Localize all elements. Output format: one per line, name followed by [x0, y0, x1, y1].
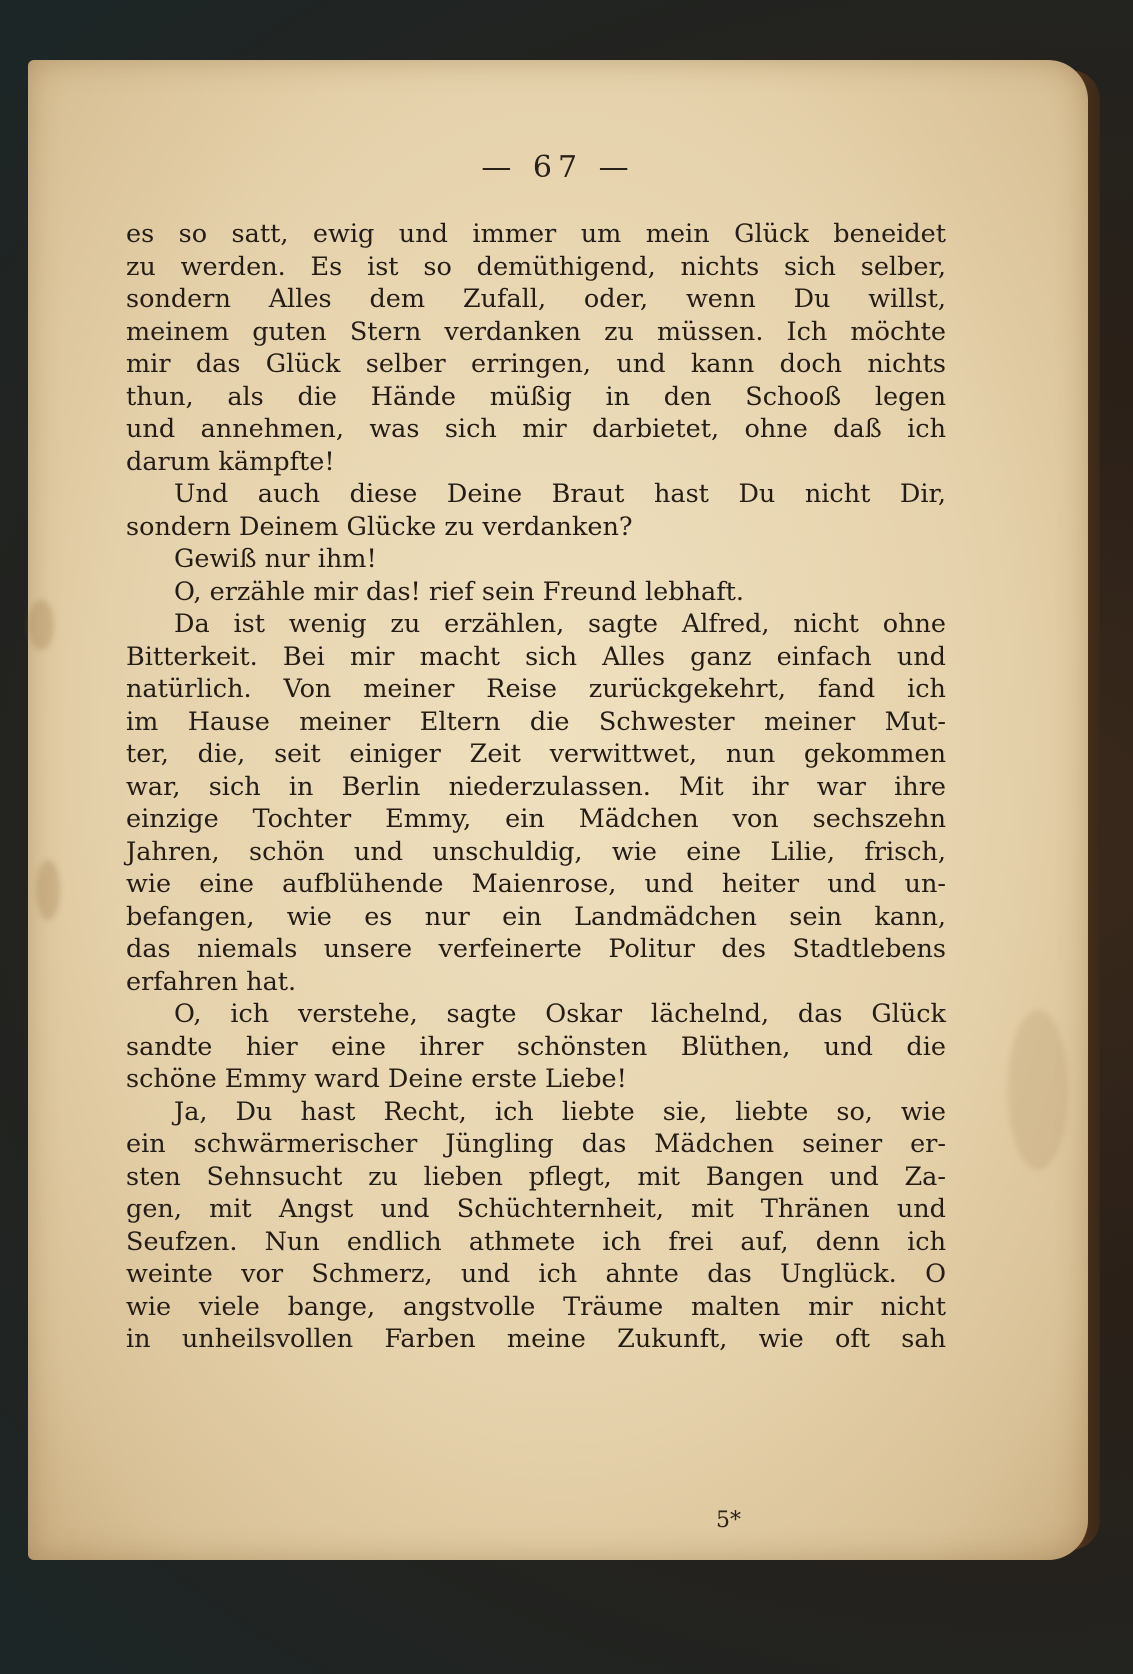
text-line: Und auch diese Deine Braut hast Du nicht Dir, — [174, 479, 946, 509]
text-line: Da ist wenig zu erzählen, sagte Alfred, nicht ohne — [174, 609, 946, 639]
text-line: erfahren hat. — [126, 966, 297, 997]
paper-stain — [28, 600, 54, 650]
text-line: im Hause meiner Eltern die Schwester meiner Mut- — [126, 706, 946, 737]
text-line: das niemals unsere verfeinerte Politur des Stadtlebens — [126, 934, 946, 964]
paper-stain — [1008, 1010, 1068, 1170]
text-line: Gewiß nur ihm! — [174, 544, 377, 574]
text-line: war, sich in Berlin niederzulassen. Mit ihr war ihre — [126, 771, 946, 802]
body-text — [126, 218, 946, 1356]
text-line: sondern Deinem Glücke zu verdanken? — [126, 511, 633, 542]
text-line: darum kämpfte! — [126, 446, 335, 477]
paper-stain — [36, 860, 60, 920]
text-line: einzige Tochter Emmy, ein Mädchen von sechszehn — [126, 804, 946, 834]
text-line: thun, als die Hände müßig in den Schooß legen — [126, 381, 946, 412]
text-line: ein schwärmerischer Jüngling das Mädchen seiner er- — [126, 1129, 946, 1159]
text-line: sandte hier eine ihrer schönsten Blüthen, und die — [126, 1031, 946, 1062]
text-line: sondern Alles dem Zufall, oder, wenn Du willst, — [126, 284, 946, 314]
text-line: es so satt, ewig und immer um mein Glück beneidet — [126, 219, 946, 249]
text-line: und annehmen, was sich mir darbietet, ohne daß ich — [126, 414, 946, 444]
text-line: in unheilsvollen Farben meine Zukunft, wie oft sah — [126, 1324, 946, 1354]
text-line: Seufzen. Nun endlich athmete ich frei auf, denn ich — [126, 1226, 946, 1257]
text-line: O, ich verstehe, sagte Oskar lächelnd, das Glück — [174, 999, 946, 1029]
page-number-header: — 67 — — [481, 150, 635, 185]
text-line: wie eine aufblühende Maienrose, und heiter und un- — [126, 869, 946, 899]
text-line: schöne Emmy ward Deine erste Liebe! — [126, 1064, 627, 1094]
text-line: Bitterkeit. Bei mir macht sich Alles ganz einfach und — [126, 641, 946, 672]
text-line: natürlich. Von meiner Reise zurückgekehrt, fand ich — [126, 674, 946, 704]
signature-mark: 5* — [716, 1508, 741, 1533]
text-line: Ja, Du hast Recht, ich liebte sie, liebte so, wie — [174, 1096, 946, 1127]
text-line: weinte vor Schmerz, und ich ahnte das Unglück. O — [126, 1259, 946, 1289]
text-line: mir das Glück selber erringen, und kann doch nichts — [126, 349, 946, 379]
text-line: ter, die, seit einiger Zeit verwittwet, nun gekommen — [126, 739, 946, 769]
text-line: sten Sehnsucht zu lieben pflegt, mit Bangen und Za- — [126, 1161, 946, 1192]
text-line: zu werden. Es ist so demüthigend, nichts sich selber, — [126, 251, 946, 282]
text-line: gen, mit Angst und Schüchternheit, mit Thränen und — [126, 1194, 946, 1224]
text-line: Jahren, schön und unschuldig, wie eine Lilie, frisch, — [126, 836, 946, 867]
text-line: befangen, wie es nur ein Landmädchen sein kann, — [126, 901, 946, 932]
text-line: meinem guten Stern verdanken zu müssen. Ich möchte — [126, 316, 946, 347]
text-line: wie viele bange, angstvolle Träume malten mir nicht — [126, 1291, 946, 1322]
book-page — [28, 60, 1088, 1560]
text-line: O, erzähle mir das! rief sein Freund lebhaft. — [174, 576, 744, 607]
